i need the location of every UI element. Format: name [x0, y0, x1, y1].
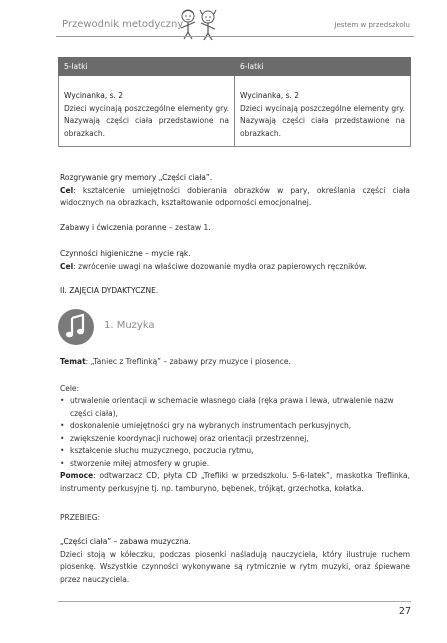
- aids-paragraph: [60, 470, 410, 495]
- activity-title: „Części ciała” – zabawa muzyczna.: [60, 537, 191, 546]
- music-note-icon: [58, 309, 94, 345]
- hygiene-paragraph: [60, 248, 410, 273]
- section-heading: II. ZAJĘCIA DYDAKTYCZNE.: [60, 286, 159, 295]
- list-item: • kształcenie słuchu muzycznego, poczucia rytmu,: [60, 445, 410, 458]
- morning-rest: – zestaw 1.: [166, 223, 211, 232]
- goals-list: [60, 395, 410, 470]
- goals-label: Cele: [60, 384, 77, 393]
- music-badge: [58, 309, 94, 345]
- progress-colon: :: [97, 513, 101, 522]
- topic-paragraph: [60, 356, 410, 369]
- music-section-title: 1. Muzyka: [104, 320, 155, 331]
- list-item: • doskonalenie umiejętności gry na wybranych instrumentach perkusyjnych,: [60, 420, 410, 433]
- header-subtitle: Jestem w przedszkolu: [334, 21, 410, 29]
- table-cell-5-latki: [59, 76, 235, 147]
- aids-label: Pomoce: [60, 471, 94, 480]
- morning-title: Zabawy i ćwiczenia poranne: [60, 223, 167, 232]
- progress-label: PRZEBIEG: [60, 513, 98, 522]
- cell-text: Dzieci wycinają poszczególne elementy gry. Nazywają części ciała przedstawione na obrazkach.: [64, 103, 229, 138]
- goals-heading: [60, 383, 410, 396]
- age-group-table: [58, 57, 411, 147]
- footer-rule: [58, 601, 411, 602]
- column-header-5-latki: 5-latki: [59, 58, 235, 76]
- memory-goal-text: : kształcenie umiejętności dobierania obrazków w pary, określania części ciała widocznych na obrazkach, kształtowanie odporności emocjonalnej.: [60, 185, 410, 207]
- activity-paragraph: [60, 536, 410, 586]
- list-item: • zwiększenie koordynacji ruchowej oraz orientacji przestrzennej,: [60, 433, 410, 446]
- hygiene-title: Czynności higieniczne – mycie rąk.: [60, 249, 191, 258]
- memory-paragraph: [60, 172, 410, 210]
- page-header: [56, 10, 414, 44]
- memory-title: Rozgrywanie gry memory „Części ciała”.: [60, 173, 213, 182]
- hygiene-goal-label: Cel: [60, 261, 74, 271]
- topic-text: : „Taniec z Treflinką” – zabawy przy muzyce i piosence.: [85, 357, 291, 366]
- goals-colon: :: [76, 384, 80, 393]
- topic-label: Temat: [60, 357, 86, 366]
- page-number: 27: [398, 606, 411, 617]
- header-rule: [56, 36, 414, 37]
- column-header-6-latki: 6-latki: [235, 58, 411, 76]
- cell-title: Wycinanka, s. 2: [240, 91, 300, 100]
- memory-goal-label: Cel: [60, 185, 74, 195]
- morning-paragraph: [60, 222, 410, 235]
- list-item: • utrwalenie orientacji w schemacie własnego ciała (ręka prawa i lewa, utrwalenie nazw części ciała),: [60, 395, 410, 420]
- table-cell-6-latki: [235, 76, 411, 147]
- activity-text: Dzieci stoją w kółeczku, podczas piosenki naśladują nauczyciela, który ilustruje ruchem piosenkę. Wszystkie czynności wykonywane są rytmicznie w rytm muzyki, oraz śpiewane przez nauczyciela.: [60, 549, 410, 584]
- progress-heading: [60, 512, 410, 525]
- cell-text: Dzieci wycinają poszczególne elementy gry. Nazywają części ciała przedstawione na obrazkach.: [240, 103, 405, 138]
- list-item: • stworzenie miłej atmosfery w grupie.: [60, 458, 410, 471]
- hygiene-goal-text: : zwrócenie uwagi na właściwe dozowanie mydła oraz papierowych ręczników.: [73, 261, 367, 271]
- aids-text: : odtwarzacz CD, płyta CD „Trefliki w przedszkolu. 5-6-latek”, maskotka Treflinka, instrumenty perkusyjne tj. np. tamburyno, bębenek, trójkąt, grzechotka, kołatka.: [60, 471, 410, 493]
- header-title: Przewodnik metodyczny: [62, 19, 184, 30]
- cell-title: Wycinanka, s. 2: [64, 91, 124, 100]
